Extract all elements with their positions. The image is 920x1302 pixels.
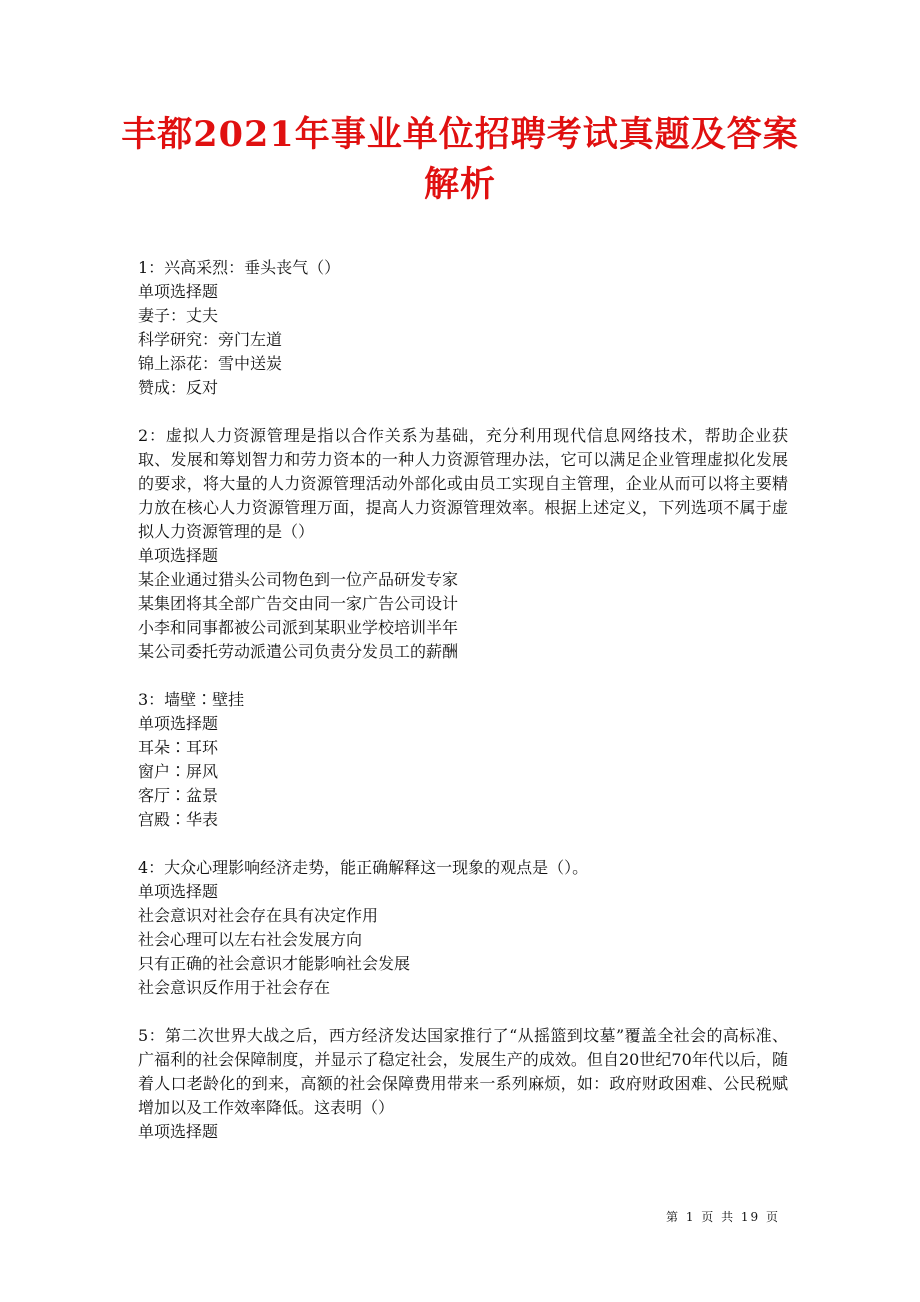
question-stem: 2：虚拟人力资源管理是指以合作关系为基础，充分利用现代信息网络技术，帮助企业获取、发展和筹划智力和劳力资本的一种人力资源管理办法，它可以满足企业管理虚拟化发展的要求，将大量的人力资源管理活动外部化或由员工实现自主管理，企业从而可以将主要精力放在核心人力资源管理万面，提高人力资源管理效率。根据上述定义，下列选项不属于虚拟人力资源管理的是（） bbox=[138, 426, 788, 541]
question-item bbox=[138, 856, 788, 1000]
question-option: 某公司委托劳动派遣公司负责分发员工的薪酬 bbox=[138, 642, 459, 661]
question-option: 赞成：反对 bbox=[138, 378, 219, 397]
question-option: 小李和同事都被公司派到某职业学校培训半年 bbox=[138, 618, 459, 637]
question-type: 单项选择题 bbox=[138, 882, 219, 901]
title-line-1: 丰都2021年事业单位招聘考试真题及答案 bbox=[121, 114, 799, 155]
question-type: 单项选择题 bbox=[138, 1122, 219, 1141]
question-stem: 5：第二次世界大战之后，西方经济发达国家推行了“从摇篮到坟墓”覆盖全社会的高标准、广福利的社会保障制度，并显示了稳定社会，发展生产的成效。但自20世纪70年代以后，随着人口老龄化的到来，高额的社会保障费用带来一系列麻烦，如：政府财政困难、公民税赋增加以及工作效率降低。这表明（） bbox=[138, 1026, 788, 1117]
question-option: 窗户∶屏风 bbox=[138, 762, 219, 781]
question-option: 宫殿∶华表 bbox=[138, 810, 219, 829]
question-option: 只有正确的社会意识才能影响社会发展 bbox=[138, 954, 411, 973]
question-type: 单项选择题 bbox=[138, 282, 219, 301]
question-option: 客厅∶盆景 bbox=[138, 786, 219, 805]
question-option: 锦上添花：雪中送炭 bbox=[138, 354, 283, 373]
question-option: 妻子：丈夫 bbox=[138, 306, 219, 325]
question-type: 单项选择题 bbox=[138, 714, 219, 733]
question-item bbox=[138, 424, 788, 664]
title-line-2: 解析 bbox=[423, 164, 496, 205]
question-option: 某集团将其全部广告交由同一家广告公司设计 bbox=[138, 594, 459, 613]
question-option: 社会意识反作用于社会存在 bbox=[138, 978, 331, 997]
question-stem: 3：墙壁∶壁挂 bbox=[138, 690, 245, 709]
question-type: 单项选择题 bbox=[138, 546, 219, 565]
page-number: 第 1 页 共 19 页 bbox=[666, 1210, 780, 1224]
question-list bbox=[138, 256, 788, 1168]
question-item bbox=[138, 1024, 788, 1144]
page-title bbox=[100, 110, 820, 210]
question-option: 耳朵∶耳环 bbox=[138, 738, 219, 757]
question-option: 社会心理可以左右社会发展方向 bbox=[138, 930, 363, 949]
question-item bbox=[138, 256, 788, 400]
question-stem: 1：兴高采烈：垂头丧气（） bbox=[138, 258, 341, 277]
question-option: 社会意识对社会存在具有决定作用 bbox=[138, 906, 379, 925]
question-option: 科学研究：旁门左道 bbox=[138, 330, 283, 349]
question-stem: 4：大众心理影响经济走势，能正确解释这一现象的观点是（）。 bbox=[138, 858, 589, 877]
question-option: 某企业通过猎头公司物色到一位产品研发专家 bbox=[138, 570, 459, 589]
question-item bbox=[138, 688, 788, 832]
